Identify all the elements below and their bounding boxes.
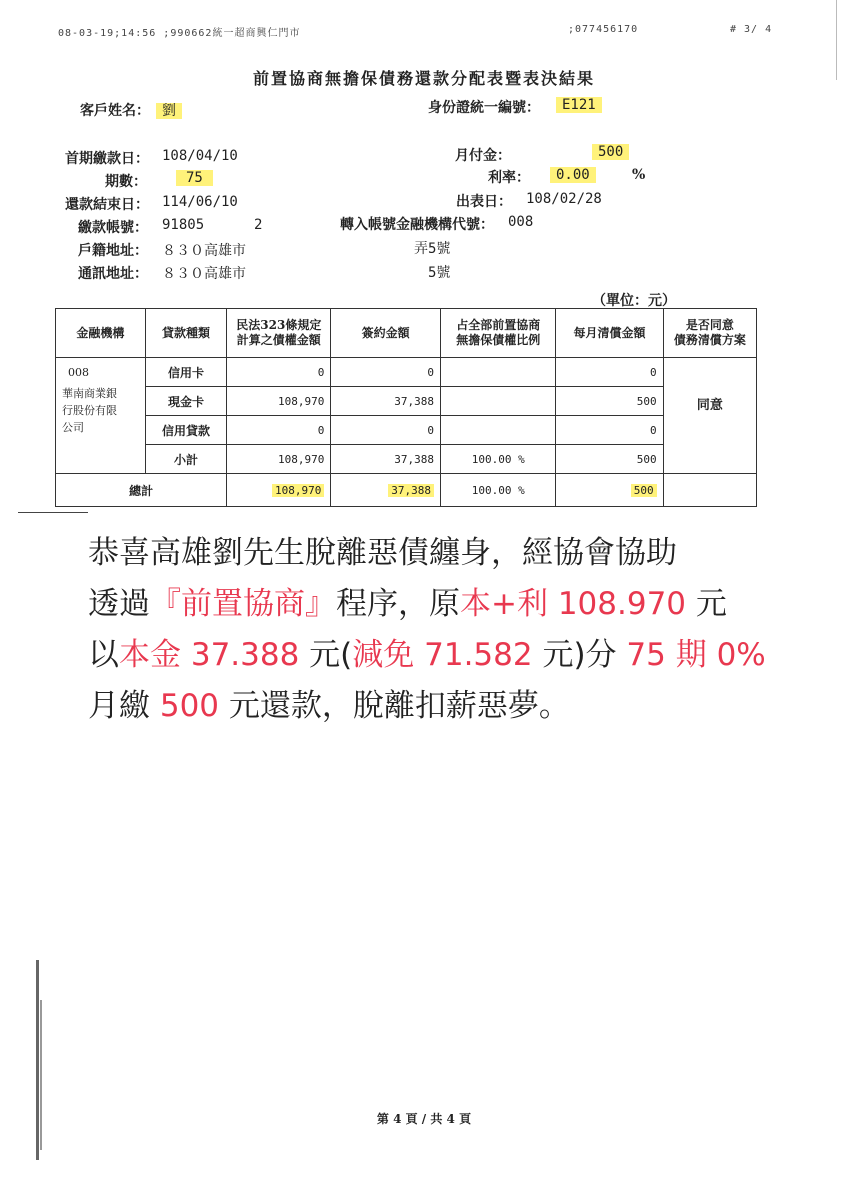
table-row <box>56 387 757 416</box>
col-agree: 是否同意 債務清償方案 <box>663 309 756 358</box>
total-agree-empty <box>663 474 756 507</box>
loan-type: 信用貸款 <box>145 416 227 445</box>
scan-edge-shadow <box>40 1000 42 1150</box>
col-monthly-repay: 每月清償金額 <box>556 309 663 358</box>
total-row <box>56 474 757 507</box>
id-label: 身份證統一編號： <box>428 100 540 116</box>
rate-label: 利率： <box>488 170 530 186</box>
col-claim-amount: 民法323條規定 計算之債權金額 <box>227 309 331 358</box>
table-row <box>56 416 757 445</box>
ratio <box>441 358 556 387</box>
household-address: ８３０高雄市 <box>162 243 246 259</box>
mailing-address: ８３０高雄市 <box>162 266 246 282</box>
issued-date: 108/02/28 <box>526 191 602 207</box>
loan-type: 信用卡 <box>145 358 227 387</box>
fax-header-left: 08-03-19;14:56 ;990662統一超商興仁門市 <box>58 28 301 39</box>
account-label: 繳款帳號： <box>78 220 148 236</box>
rate-percent-unit: % <box>632 167 646 183</box>
scan-edge-left <box>36 960 39 1160</box>
customer-name-label: 客戶姓名： <box>80 103 150 119</box>
document-title: 前置協商無擔保債務還款分配表暨表決結果 <box>252 69 595 88</box>
monthly-repay: 0 <box>556 416 663 445</box>
col-contract-amount: 簽約金額 <box>331 309 441 358</box>
ratio: 100.00 % <box>441 445 556 474</box>
agree-status: 同意 <box>663 358 756 474</box>
col-institution: 金融機構 <box>56 309 146 358</box>
note-line-3: 以本金 37.388 元(減免 71.582 元)分 75 期 0% <box>88 637 766 673</box>
institution-name: 華南商業銀 行股份有限 公司 <box>62 387 117 434</box>
contract-amount: 0 <box>331 416 441 445</box>
total-contract: 37,388 <box>388 484 434 497</box>
monthly-label: 月付金： <box>455 148 511 164</box>
mailing-address-tail: 5號 <box>428 265 451 281</box>
col-loan-type: 貸款種類 <box>145 309 227 358</box>
account-suffix: 2 <box>254 217 263 233</box>
total-label: 總計 <box>56 474 227 507</box>
total-ratio: 100.00 % <box>441 474 556 507</box>
monthly-repay: 500 <box>556 445 663 474</box>
claim-amount: 0 <box>227 416 331 445</box>
end-date-label: 還款結束日： <box>65 197 149 213</box>
issued-date-label: 出表日： <box>456 194 512 210</box>
loan-type: 小計 <box>145 445 227 474</box>
page-footer: 第 4 頁 / 共 4 頁 <box>376 1112 472 1126</box>
total-claim: 108,970 <box>272 484 324 497</box>
allocation-table <box>55 308 757 507</box>
ratio <box>441 387 556 416</box>
contract-amount: 37,388 <box>331 445 441 474</box>
col-ratio: 占全部前置協商 無擔保債權比例 <box>441 309 556 358</box>
loan-type: 現金卡 <box>145 387 227 416</box>
mailing-address-label: 通訊地址： <box>78 266 148 282</box>
periods: 75 <box>176 170 213 186</box>
interest-rate: 0.00 <box>550 167 596 183</box>
claim-amount: 108,970 <box>227 445 331 474</box>
periods-label: 期數： <box>105 174 147 190</box>
scan-mark <box>18 512 88 513</box>
customer-name: 劉 <box>156 103 182 119</box>
fax-header-number: ;077456170 <box>568 24 639 35</box>
table-header-row <box>56 309 757 358</box>
institution-cell <box>56 358 146 474</box>
monthly-repay: 0 <box>556 358 663 387</box>
table-row <box>56 358 757 387</box>
institution-code: 008 <box>68 366 89 379</box>
success-note <box>88 528 823 732</box>
claim-amount: 0 <box>227 358 331 387</box>
ratio <box>441 416 556 445</box>
note-line-4: 月繳 500 元還款，脫離扣薪惡夢。 <box>88 688 570 724</box>
note-line-2: 透過『前置協商』程序，原本+利 108.970 元 <box>88 586 727 622</box>
account-number: 91805 <box>162 217 205 233</box>
first-payment-label: 首期繳款日： <box>65 151 149 167</box>
contract-amount: 37,388 <box>331 387 441 416</box>
contract-amount: 0 <box>331 358 441 387</box>
household-address-label: 戶籍地址： <box>78 243 148 259</box>
household-address-tail: 弄5號 <box>414 241 451 257</box>
id-number: E121 <box>556 97 602 113</box>
scan-edge-right <box>836 0 837 80</box>
first-payment-date: 108/04/10 <box>162 148 238 164</box>
note-line-1: 恭喜高雄劉先生脫離惡債纏身，經協會協助 <box>88 535 677 571</box>
monthly-amount: 500 <box>592 144 629 160</box>
bank-code-label: 轉入帳號金融機構代號： <box>340 217 494 233</box>
table-row <box>56 445 757 474</box>
end-date: 114/06/10 <box>162 194 238 210</box>
monthly-repay: 500 <box>556 387 663 416</box>
fax-header-page: # 3/ 4 <box>730 24 773 35</box>
total-monthly: 500 <box>631 484 657 497</box>
bank-code: 008 <box>508 214 534 230</box>
claim-amount: 108,970 <box>227 387 331 416</box>
unit-note: （單位：元） <box>592 293 676 309</box>
